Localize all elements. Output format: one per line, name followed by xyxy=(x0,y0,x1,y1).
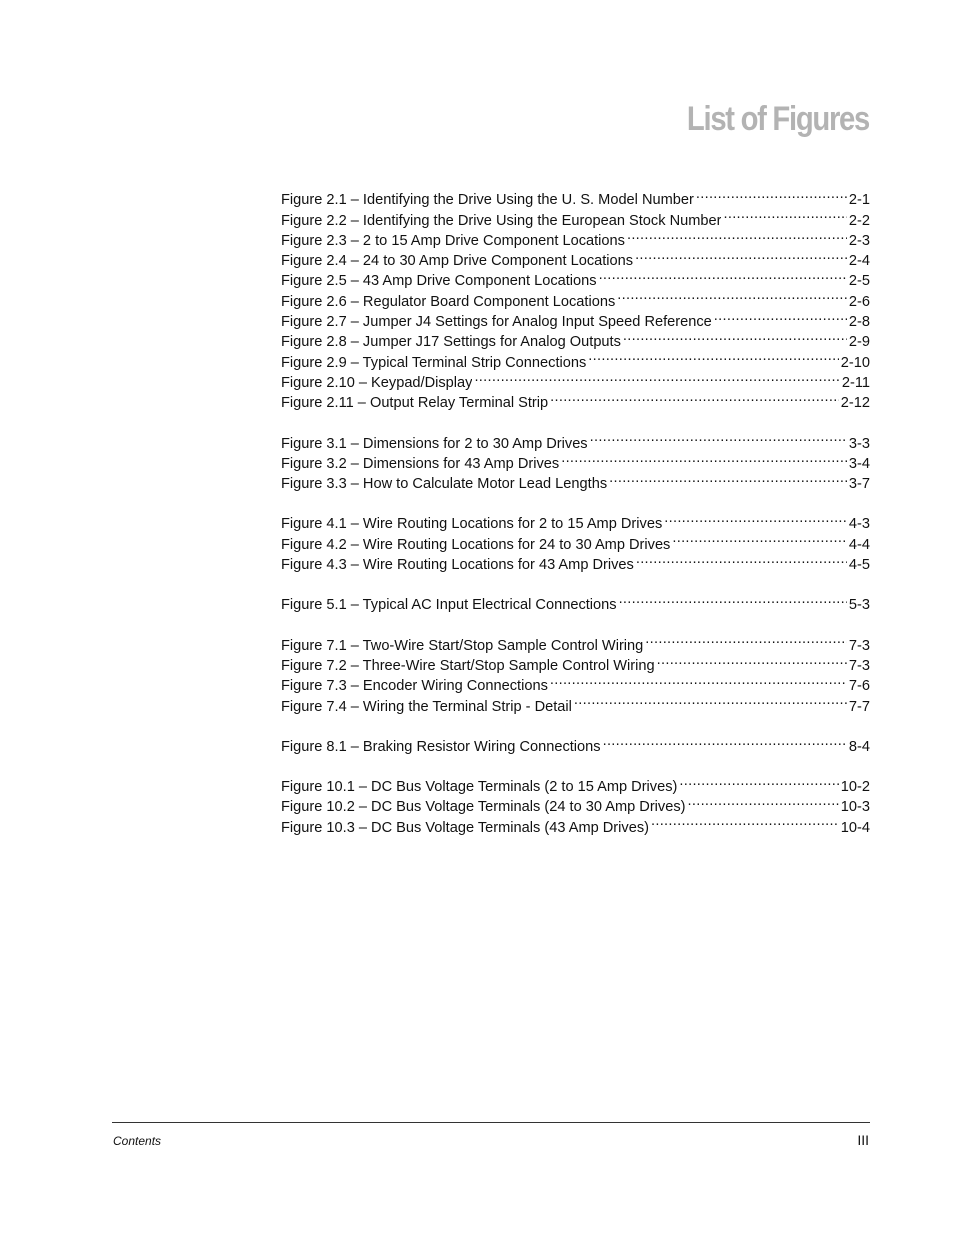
footer-page-number: III xyxy=(857,1132,869,1148)
toc-group xyxy=(281,427,870,493)
page-title: List of Figures xyxy=(686,100,869,138)
toc-leader-dots xyxy=(623,326,847,346)
toc-entry-page: 2-3 xyxy=(848,232,870,249)
toc-leader-dots xyxy=(561,448,847,468)
toc-entry-title: Figure 2.9 – Typical Terminal Strip Connections xyxy=(281,354,587,371)
toc-entry-page: 3-3 xyxy=(848,435,870,452)
toc-leader-dots xyxy=(599,265,847,285)
toc-entry-page: 3-7 xyxy=(848,476,870,493)
toc-entry[interactable] xyxy=(281,629,870,654)
toc-leader-dots xyxy=(679,771,838,791)
toc-entry[interactable] xyxy=(281,771,870,796)
toc-entry-page: 5-3 xyxy=(848,597,870,614)
toc-entry-title: Figure 10.2 – DC Bus Voltage Terminals (24 to 30 Amp Drives) xyxy=(281,799,686,816)
toc-entry-page: 8-4 xyxy=(848,738,870,755)
toc-entry-title: Figure 7.1 – Two-Wire Start/Stop Sample Control Wiring xyxy=(281,637,644,654)
toc-entry-title: Figure 7.4 – Wiring the Terminal Strip - Detail xyxy=(281,698,572,715)
toc-entry-page: 4-4 xyxy=(848,536,870,553)
toc-entry-page: 2-5 xyxy=(848,273,870,290)
toc-entry-title: Figure 2.8 – Jumper J17 Settings for Analog Outputs xyxy=(281,334,621,351)
toc-entry-title: Figure 10.3 – DC Bus Voltage Terminals (43 Amp Drives) xyxy=(281,819,649,836)
toc-entry-title: Figure 7.3 – Encoder Wiring Connections xyxy=(281,678,548,695)
toc-entry-page: 4-5 xyxy=(848,557,870,574)
toc-entry-title: Figure 3.2 – Dimensions for 43 Amp Drives xyxy=(281,455,560,472)
toc-leader-dots xyxy=(627,225,847,245)
toc-entry-page: 10-2 xyxy=(840,779,870,796)
toc-entry-title: Figure 2.4 – 24 to 30 Amp Drive Component Locations xyxy=(281,253,634,270)
toc-entry-title: Figure 10.1 – DC Bus Voltage Terminals (2 to 15 Amp Drives) xyxy=(281,779,678,796)
toc-leader-dots xyxy=(672,528,847,548)
toc-entry-page: 2-10 xyxy=(840,354,870,371)
toc-entry-title: Figure 7.2 – Three-Wire Start/Stop Sample Control Wiring xyxy=(281,657,655,674)
toc-leader-dots xyxy=(645,629,847,649)
toc-leader-dots xyxy=(619,589,847,609)
toc-entry[interactable] xyxy=(281,589,870,614)
toc-leader-dots xyxy=(550,670,847,690)
toc-entry-title: Figure 8.1 – Braking Resistor Wiring Connections xyxy=(281,738,601,755)
toc-leader-dots xyxy=(635,245,847,265)
toc-leader-dots xyxy=(723,204,846,224)
toc-entry-title: Figure 4.2 – Wire Routing Locations for 24 to 30 Amp Drives xyxy=(281,536,671,553)
toc-entry-page: 2-9 xyxy=(848,334,870,351)
toc-entry-page: 7-3 xyxy=(848,657,870,674)
toc-entry-page: 2-6 xyxy=(848,293,870,310)
toc-leader-dots xyxy=(617,285,847,305)
toc-entry[interactable] xyxy=(281,184,870,209)
toc-leader-dots xyxy=(609,468,847,488)
toc-leader-dots xyxy=(474,367,839,387)
toc-entry-page: 4-3 xyxy=(848,516,870,533)
toc-entry[interactable] xyxy=(281,508,870,533)
toc-leader-dots xyxy=(550,387,839,407)
toc-entry-title: Figure 2.10 – Keypad/Display xyxy=(281,374,473,391)
toc-group xyxy=(281,508,870,574)
toc-leader-dots xyxy=(590,427,847,447)
toc-leader-dots xyxy=(588,346,839,366)
footer-section-label: Contents xyxy=(113,1134,162,1148)
toc-entry-page: 2-2 xyxy=(848,212,870,229)
toc-entry-title: Figure 2.3 – 2 to 15 Amp Drive Component Locations xyxy=(281,232,625,249)
toc-entry-page: 7-3 xyxy=(848,637,870,654)
toc-leader-dots xyxy=(636,549,847,569)
toc-entry-title: Figure 2.7 – Jumper J4 Settings for Analog Input Speed Reference xyxy=(281,314,712,331)
toc-entry-page: 10-3 xyxy=(840,799,870,816)
toc-entry[interactable] xyxy=(281,731,870,755)
toc-group xyxy=(281,731,870,755)
toc-entry-title: Figure 2.6 – Regulator Board Component Locations xyxy=(281,293,616,310)
toc-entry-page: 10-4 xyxy=(840,819,870,836)
toc-entry-page: 2-11 xyxy=(841,374,870,391)
toc-leader-dots xyxy=(688,791,839,811)
toc-entry-title: Figure 3.1 – Dimensions for 2 to 30 Amp Drives xyxy=(281,435,588,452)
footer-divider xyxy=(112,1122,870,1123)
toc-leader-dots xyxy=(696,184,847,204)
toc-entry-page: 2-1 xyxy=(848,192,870,209)
toc-group xyxy=(281,629,870,715)
toc-entry-page: 2-8 xyxy=(848,314,870,331)
toc-leader-dots xyxy=(664,508,847,528)
toc-entry-title: Figure 2.1 – Identifying the Drive Using the U. S. Model Number xyxy=(281,192,694,209)
toc-entry-page: 7-7 xyxy=(848,698,870,715)
toc-leader-dots xyxy=(714,306,847,326)
toc-group xyxy=(281,589,870,614)
toc-entry-page: 2-12 xyxy=(840,395,870,412)
toc-entry-page: 2-4 xyxy=(848,253,870,270)
toc-entry[interactable] xyxy=(281,427,870,452)
toc-group xyxy=(281,184,870,412)
toc-entry-title: Figure 2.5 – 43 Amp Drive Component Locations xyxy=(281,273,597,290)
toc-entry-title: Figure 5.1 – Typical AC Input Electrical Connections xyxy=(281,597,617,614)
toc-entry-title: Figure 4.1 – Wire Routing Locations for 2 to 15 Amp Drives xyxy=(281,516,663,533)
toc-entry-title: Figure 4.3 – Wire Routing Locations for 43 Amp Drives xyxy=(281,557,634,574)
toc-leader-dots xyxy=(603,731,847,751)
toc-leader-dots xyxy=(651,811,839,831)
toc-group xyxy=(281,771,870,836)
toc-leader-dots xyxy=(574,690,847,710)
toc-entry-title: Figure 3.3 – How to Calculate Motor Lead Lengths xyxy=(281,476,608,493)
toc-entry-title: Figure 2.2 – Identifying the Drive Using the European Stock Number xyxy=(281,212,722,229)
toc-entry-page: 3-4 xyxy=(848,455,870,472)
toc-leader-dots xyxy=(657,650,847,670)
toc-entry-title: Figure 2.11 – Output Relay Terminal Strip xyxy=(281,395,549,412)
list-of-figures xyxy=(281,184,870,852)
toc-entry-page: 7-6 xyxy=(848,678,870,695)
